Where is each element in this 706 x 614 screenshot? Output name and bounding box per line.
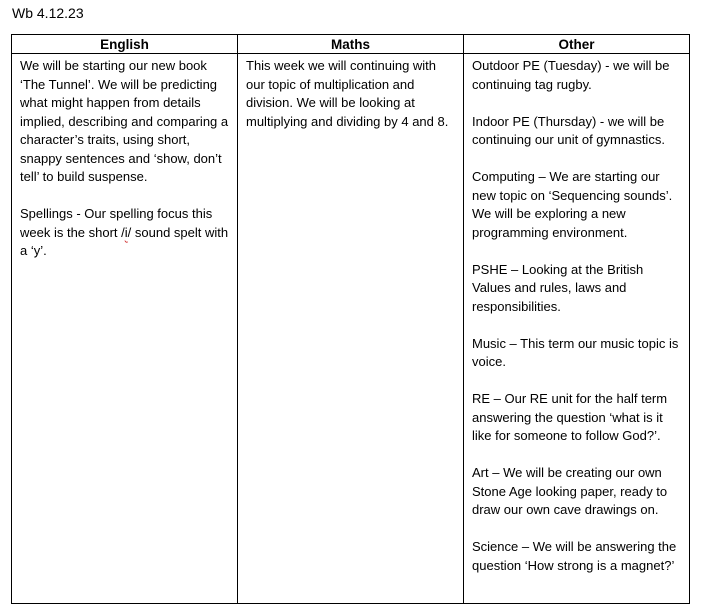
header-row	[12, 35, 690, 54]
other-heading: Other	[464, 35, 690, 54]
weekly-plan-table	[11, 34, 690, 604]
content-row	[12, 54, 690, 604]
other-pshe: PSHE – Looking at the British Values and rules, laws and responsibilities.	[472, 261, 644, 314]
other-outdoor-pe: Outdoor PE (Tuesday) - we will be continuing tag rugby.	[472, 58, 670, 92]
other-computing: Computing – We are starting our new topic on ‘Sequencing sounds’. We will be exploring a new programming environment.	[472, 169, 673, 240]
other-indoor-pe: Indoor PE (Thursday) - we will be continuing our unit of gymnastics.	[472, 113, 665, 147]
english-spellings-text	[20, 205, 231, 261]
other-science: Science – We will be answering the question ‘How strong is a magnet?’	[472, 539, 677, 573]
other-re: RE – Our RE unit for the half term answering the question ‘what is it like for someone to follow God?’.	[472, 391, 668, 443]
spellings-phoneme: i	[124, 224, 128, 240]
english-reading-text: We will be starting our new book ‘The Tunnel’. We will be predicting what might happen from details implied, describing and comparing a character’s traits, using short, snappy sentences and ‘show, don’t tell’ to build suspense.	[20, 58, 229, 184]
other-music: Music – This term our music topic is voice.	[472, 335, 679, 369]
maths-cell	[238, 54, 464, 604]
english-heading: English	[12, 35, 238, 54]
other-cell	[464, 54, 690, 604]
maths-heading: Maths	[238, 35, 464, 54]
spellings-before: Spellings - Our spelling focus this week is the short /	[20, 206, 213, 240]
maths-text: This week we will continuing with our topic of multiplication and division. We will be looking at multiplying and dividing by 4 and 8.	[246, 58, 449, 129]
other-art: Art – We will be creating our own Stone Age looking paper, ready to draw our own cave drawings on.	[472, 465, 668, 517]
spellings-after: / sound spelt with a ‘y’.	[20, 224, 229, 258]
english-cell	[12, 54, 238, 604]
page-title: Wb 4.12.23	[12, 5, 84, 21]
